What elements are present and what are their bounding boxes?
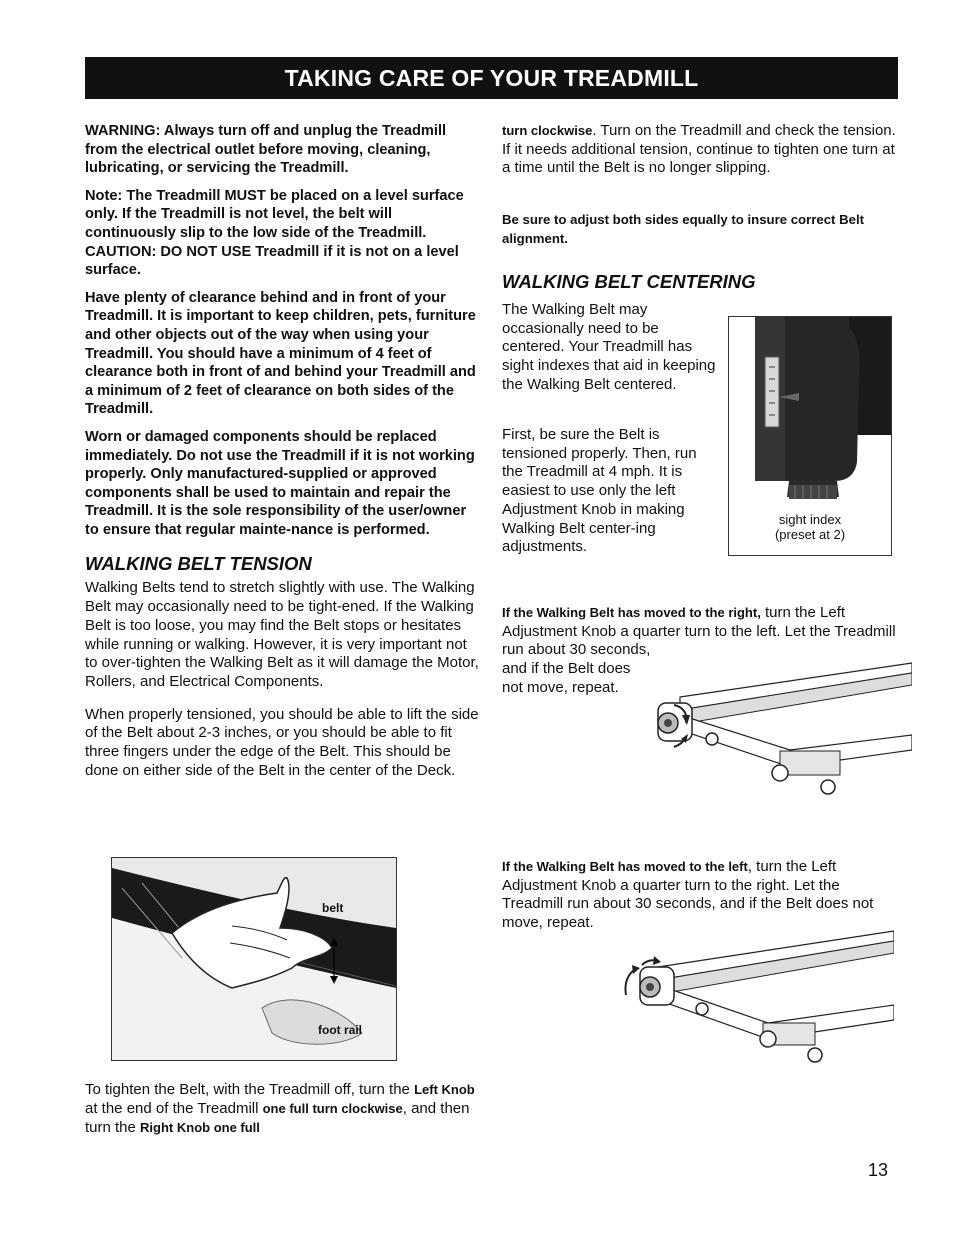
treadmill-knob-graphic-1 <box>640 655 912 800</box>
treadmill-knob-graphic-2 <box>618 925 894 1067</box>
level-note-paragraph: Note: The Treadmill MUST be placed on a level surface only. If the Treadmill is not level, the belt will continuously slip to the low side of the Treadmill. CAUTION: DO NOT USE Treadmill if it is not on a level surface. <box>85 187 464 279</box>
centering-paragraph-1: The Walking Belt may occasionally need to be centered. Your Treadmill has sight indexes that aid in keeping the Walking Belt centered. <box>502 301 716 393</box>
sight-index-caption: sight index (preset at 2) <box>774 512 846 542</box>
moved-right-instructions-continued: and if the Belt does not move, repeat. <box>502 660 631 696</box>
belt-tension-heading: WALKING BELT TENSION <box>85 553 312 575</box>
clearance-paragraph: Have plenty of clearance behind and in front of your Treadmill. It is important to keep children, pets, furniture and other objects out of the way when using your Treadmill. You should have a minimum of 4 feet of clearance both in front of and behind your Treadmill and a minimum of 2 feet of clearance on both sides of the Treadmill. <box>85 289 476 418</box>
adjust-both-sides-note: Be sure to adjust both sides equally to insure correct Belt alignment. <box>502 212 865 246</box>
moved-left-instructions: If the Walking Belt has moved to the left, turn the Left Adjustment Knob a quarter turn to the right. Let the Treadmill run about 30 seconds, and if the Belt does not move, repeat. <box>502 858 874 932</box>
foot-rail-label: foot rail <box>318 1023 362 1037</box>
tension-paragraph-2: When properly tensioned, you should be able to lift the side of the Belt about 2-3 inches, or you should be able to fit three fingers under the edge of the Belt. This should be done on either side of the Belt in the center of the Deck. <box>85 705 479 779</box>
sight-index-graphic <box>729 317 891 517</box>
page-number: 13 <box>868 1160 889 1180</box>
tighten-instructions: To tighten the Belt, with the Treadmill off, turn the Left Knob at the end of the Treadmill one full turn clockwise, and then turn the Right Knob one full <box>85 1081 475 1136</box>
moved-right-instructions: If the Walking Belt has moved to the right, turn the Left Adjustment Knob a quarter turn to the left. Let the Treadmill run about 30 seconds, <box>502 604 896 659</box>
sight-index-illustration <box>728 316 892 556</box>
page-header-banner <box>85 57 898 99</box>
centering-paragraph-2: First, be sure the Belt is tensioned properly. Then, run the Treadmill at 4 mph. It is easiest to use only the left Adjustment Knob in making Walking Belt center-ing adjustments. <box>502 426 697 556</box>
belt-label: belt <box>322 901 344 915</box>
warning-paragraph: WARNING: Always turn off and unplug the Treadmill from the electrical outlet before moving, cleaning, lubricating, or servicing the Treadmill. <box>85 123 447 177</box>
left-column <box>85 122 481 795</box>
tension-continued: turn clockwise. Turn on the Treadmill and check the tension. If it needs additional tension, continue to tighten one turn at a time until the Belt is no longer slipping. <box>502 122 896 177</box>
belt-centering-heading: WALKING BELT CENTERING <box>502 271 756 292</box>
page-title: TAKING CARE OF YOUR TREADMILL <box>284 64 699 91</box>
adjust-knob-right-illustration <box>618 925 894 1067</box>
tension-paragraph-1: Walking Belts tend to stretch slightly with use. The Walking Belt may occasionally need to be tight-ened. If the Walking Belt is too loose, you may find the Belt stops or hesitates while running or walking. However, it is very important not to over-tighten the Walking Belt as it will damage the Motor, Rollers, and Electrical Components. <box>85 579 479 690</box>
belt-tension-illustration <box>111 857 397 1061</box>
adjust-knob-left-illustration <box>640 655 912 800</box>
worn-components-paragraph: Worn or damaged components should be replaced immediately. Do not use the Treadmill if it is not working properly. Only manufactured-supplied or approved components shall be used to maintain and repair the Treadmill. It is the sole responsibility of the user/owner to ensure that regular mainte-nance is performed. <box>85 428 475 538</box>
